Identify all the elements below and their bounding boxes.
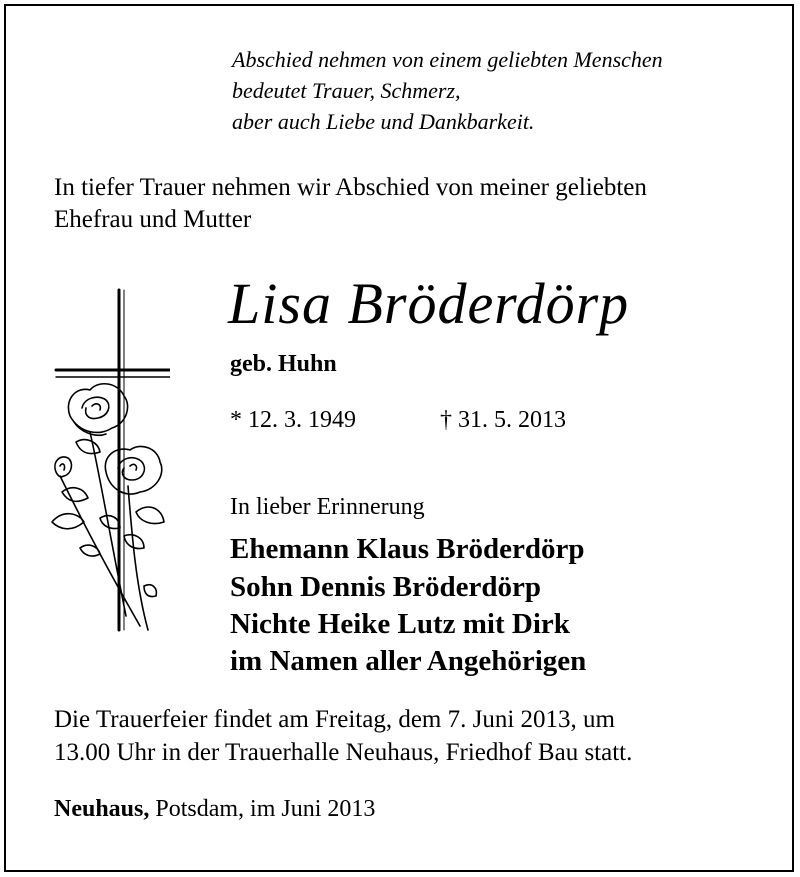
mourner-3: Nichte Heike Lutz mit Dirk	[230, 608, 570, 640]
service-line-2: 13.00 Uhr in der Trauerhalle Neuhaus, Friedhof Bau statt.	[54, 739, 633, 766]
birth-date: * 12. 3. 1949	[230, 407, 356, 433]
place-town: Neuhaus,	[54, 796, 150, 822]
quote-line-2: bedeutet Trauer, Schmerz,	[232, 78, 461, 103]
intro-line-2: Ehefrau und Mutter	[54, 206, 252, 233]
mourner-4: im Namen aller Angehörigen	[230, 645, 587, 677]
quote-line-3: aber auch Liebe und Dankbarkeit.	[232, 109, 535, 134]
birth-name: geb. Huhn	[230, 351, 337, 377]
mourner-2: Sohn Dennis Bröderdörp	[230, 571, 542, 603]
quote-line-1: Abschied nehmen von einem geliebten Menschen	[232, 47, 663, 72]
service-line-1: Die Trauerfeier findet am Freitag, dem 7. Juni 2013, um	[54, 706, 615, 733]
deceased-name: Lisa Bröderdörp	[228, 271, 630, 336]
place-rest: Potsdam, im Juni 2013	[149, 796, 376, 822]
death-date: † 31. 5. 2013	[440, 407, 566, 433]
mourner-1: Ehemann Klaus Bröderdörp	[230, 533, 585, 565]
intro-line-1: In tiefer Trauer nehmen wir Abschied von meiner geliebten	[54, 174, 647, 201]
place-date	[54, 794, 375, 824]
cross-with-roses-icon	[40, 286, 170, 646]
memory-heading: In lieber Erinnerung	[230, 494, 425, 520]
